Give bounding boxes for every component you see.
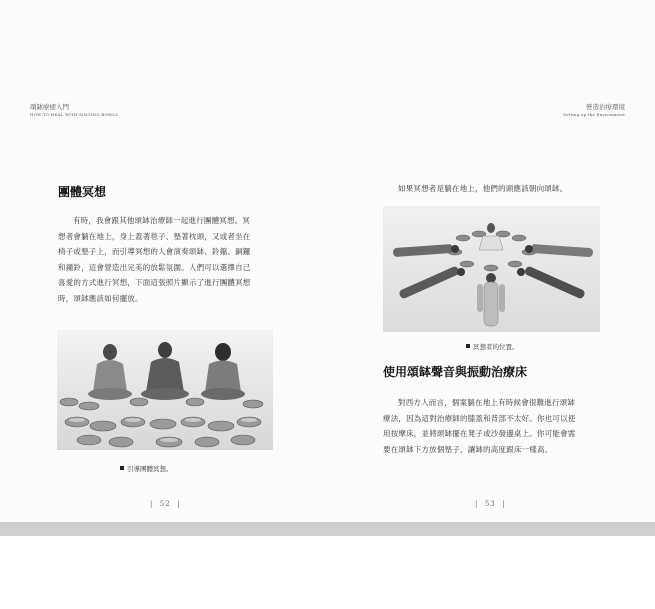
right-intro-line: 如果冥想者是躺在地上，他們的頭應該朝向頌缽。	[398, 184, 568, 193]
right-running-header	[563, 104, 625, 118]
right-photo-caption-text: 冥想者的位置。	[473, 343, 519, 351]
left-para-line: 喜愛的方式進行冥想，下面這張照片顯示了進行團體冥想	[58, 278, 251, 288]
left-running-header	[30, 104, 118, 118]
left-photo-caption	[120, 464, 173, 473]
left-para-line: 想者會躺在地上，身上蓋著毯子、墊著枕頭，又或者坐在	[58, 231, 251, 241]
left-para-line: 時，頌缽應該如何擺放。	[58, 293, 143, 303]
caption-square-icon	[120, 466, 124, 470]
left-running-title-en: HOW TO HEAL WITH SINGING BOWLS	[30, 112, 119, 117]
right-running-title-zh: 營造治療環境	[586, 103, 625, 111]
right-para-line: 要在頌缽下方放個墊子，讓缽的高度跟床一樣高。	[383, 444, 553, 454]
left-running-title-zh: 頌缽療癒入門	[30, 103, 69, 111]
right-page-number: | 53 |	[475, 500, 506, 508]
left-para-line: 椅子或墊子上，而引導冥想的人會演奏頌缽、鈴鐺、銅鑼	[58, 247, 251, 257]
bottom-margin	[0, 536, 655, 609]
right-para-line: 用按摩床，並將頌缽擺在凳子或沙發邊桌上。你可能會需	[383, 429, 576, 439]
right-para-line: 對西方人而言，個案躺在地上有時候會很難進行頌缽	[398, 398, 576, 407]
left-para-line: 和鐘鈴，這會營造出完美的放鬆氛圍。人們可以選擇自己	[58, 262, 251, 272]
meditator-position-photo	[383, 206, 600, 332]
group-meditation-photo	[57, 330, 273, 450]
left-para-line: 有時，我會跟其他頌缽治療師一起進行團體冥想。冥	[73, 216, 251, 225]
left-section-title: 團體冥想	[58, 185, 107, 199]
right-section-title: 使用頌缽聲音與振動治療床	[383, 365, 528, 379]
right-paragraph	[383, 395, 608, 457]
right-running-title-en: Setting up the Environment	[563, 112, 625, 117]
right-para-line: 療法，因為這對治療師的膝蓋和背部不太好。你也可以使	[383, 413, 576, 423]
scan-edge-band	[0, 522, 655, 536]
left-page-number: | 52 |	[150, 500, 181, 508]
right-page-number-value: 53	[484, 500, 496, 508]
right-photo-caption	[466, 342, 519, 351]
left-page-number-value: 52	[159, 500, 171, 508]
left-photo-caption-text: 引導團體冥想。	[127, 465, 173, 473]
caption-square-icon	[466, 344, 470, 348]
left-paragraph	[58, 213, 288, 307]
